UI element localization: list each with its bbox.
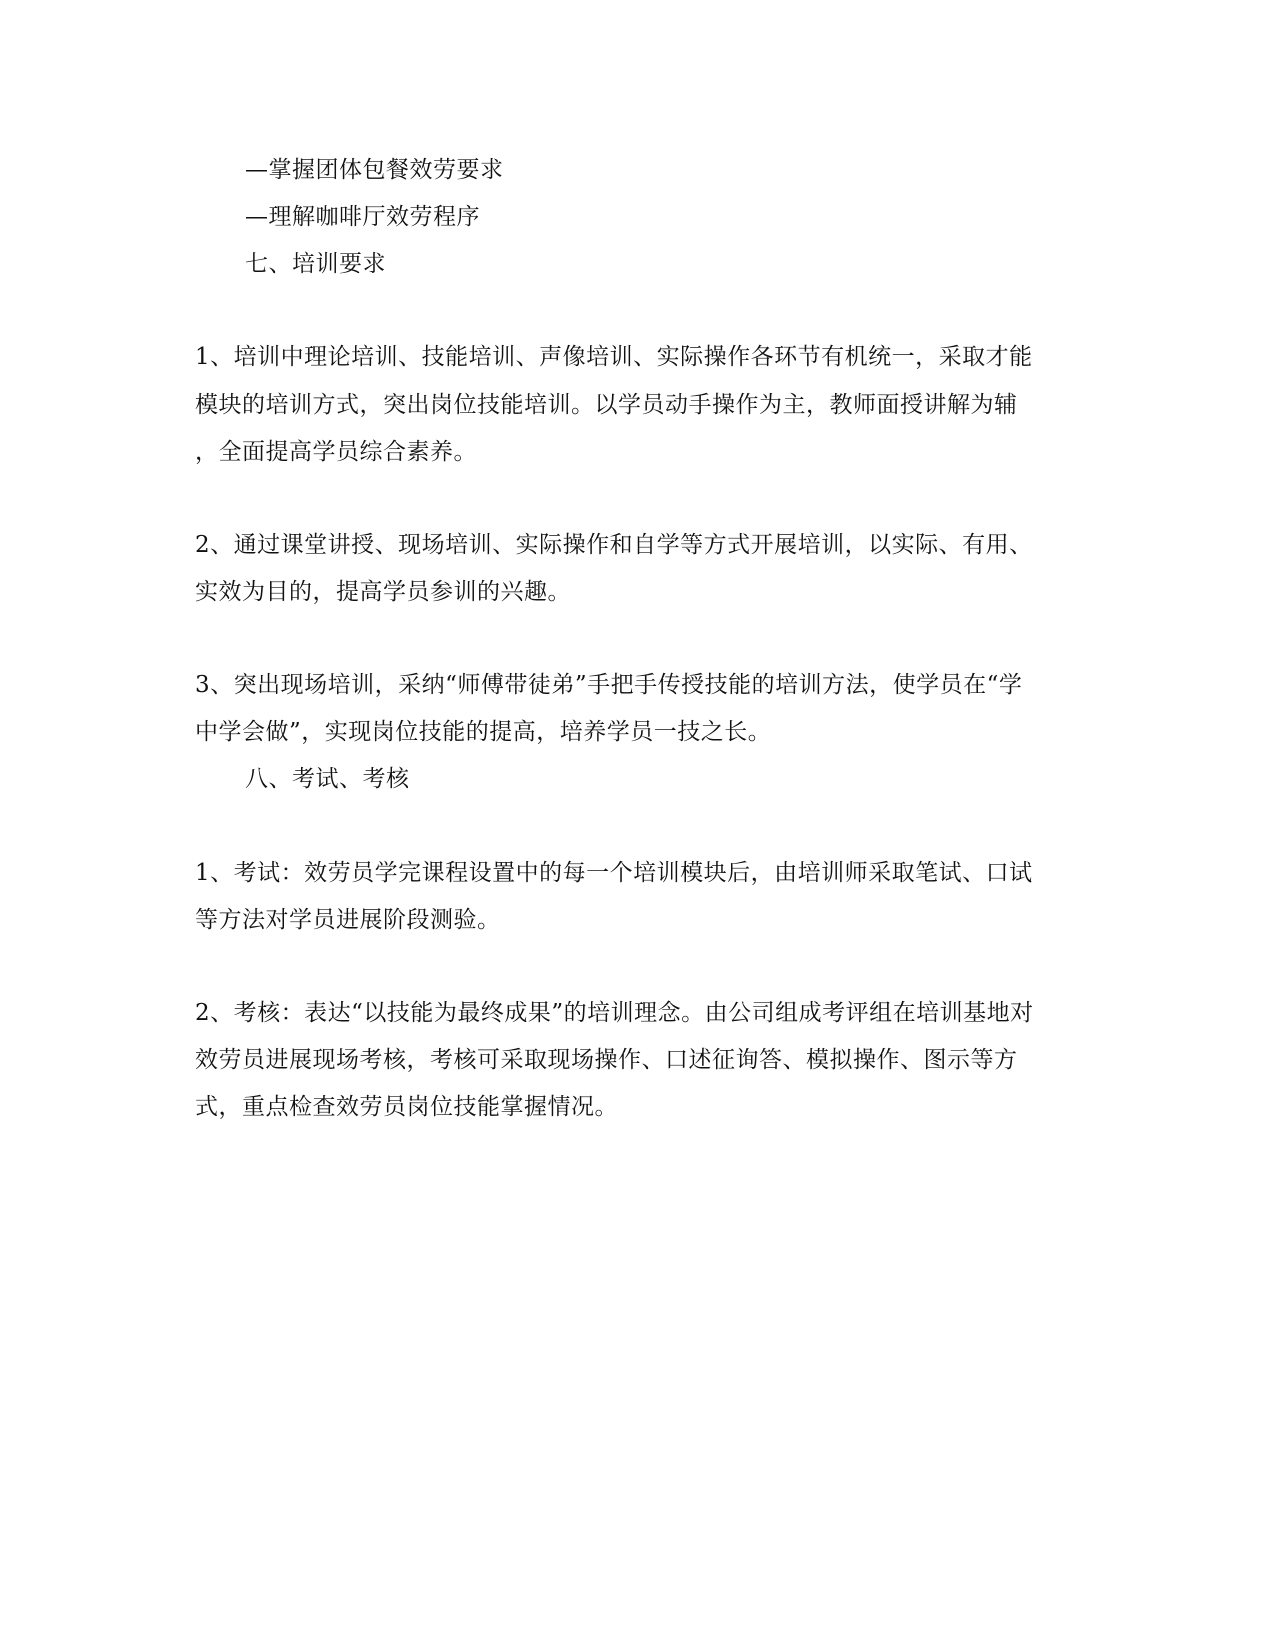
paragraph-line: 模块的培训方式，突出岗位技能培训。以学员动手操作为主，教师面授讲解为辅 xyxy=(195,392,1018,418)
paragraph-line: 等方法对学员进展阶段测验。 xyxy=(195,907,501,933)
section-heading: 七、培训要求 xyxy=(245,251,386,277)
paragraph-line: 中学会做”，实现岗位技能的提高，培养学员一技之长。 xyxy=(195,719,772,745)
list-item: —掌握团体包餐效劳要求 xyxy=(245,157,504,183)
paragraph-line: 2、通过课堂讲授、现场培训、实际操作和自学等方式开展培训，以实际、有用、 xyxy=(195,532,1033,558)
paragraph-line: 3、突出现场培训，采纳“师傅带徒弟”手把手传授技能的培训方法，使学员在“学 xyxy=(195,672,1023,698)
list-item: —理解咖啡厅效劳程序 xyxy=(245,204,480,230)
paragraph-line: 1、考试：效劳员学完课程设置中的每一个培训模块后，由培训师采取笔试、口试 xyxy=(195,860,1033,886)
paragraph-line: 式，重点检查效劳员岗位技能掌握情况。 xyxy=(195,1094,618,1120)
paragraph-line: 实效为目的，提高学员参训的兴趣。 xyxy=(195,579,571,605)
paragraph-line: 2、考核：表达“以技能为最终成果”的培训理念。由公司组成考评组在培训基地对 xyxy=(195,1000,1034,1026)
paragraph-line: ，全面提高学员综合素养。 xyxy=(195,439,477,465)
paragraph-line: 1、培训中理论培训、技能培训、声像培训、实际操作各环节有机统一，采取才能 xyxy=(195,344,1033,370)
paragraph-line: 效劳员进展现场考核，考核可采取现场操作、口述征询答、模拟操作、图示等方 xyxy=(195,1047,1018,1073)
section-heading: 八、考试、考核 xyxy=(245,766,410,792)
